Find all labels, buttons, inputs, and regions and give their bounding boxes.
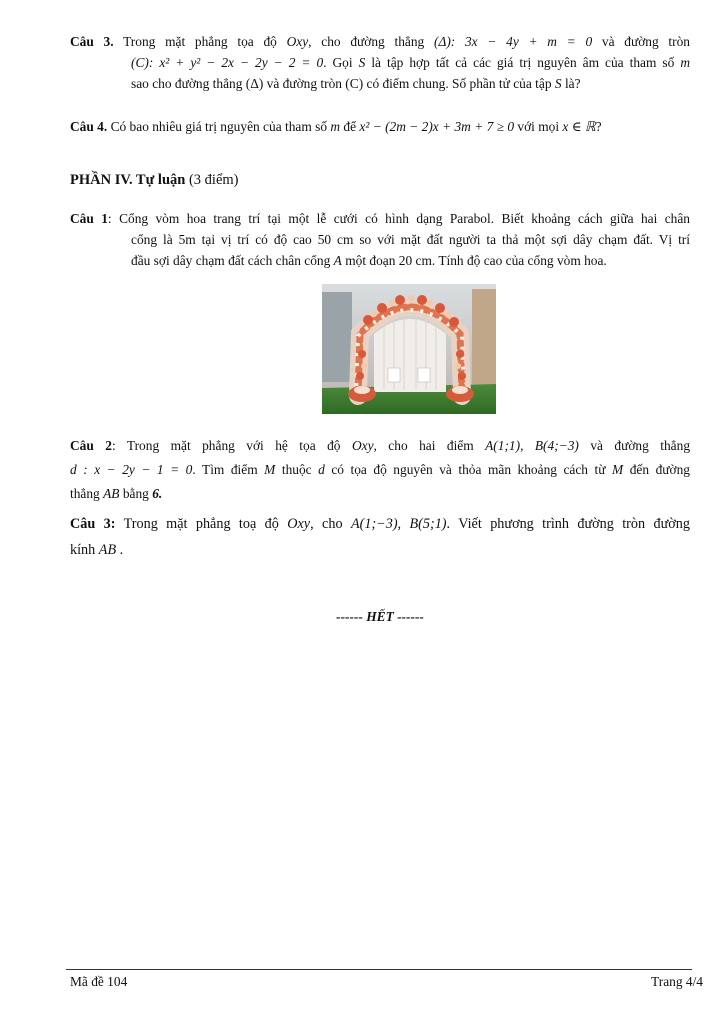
question-text: là? [564, 76, 581, 91]
math-point-a: A(1;1) [485, 438, 521, 453]
flower-arch-image [322, 284, 496, 414]
question-text: và đường tròn [601, 34, 690, 49]
question-label: Câu 1 [70, 211, 108, 226]
page-number: Trang 4/4 [651, 974, 703, 989]
flower-arch-photo [322, 284, 496, 414]
question-label: Câu 2 [70, 438, 112, 453]
question-text: bằng [122, 486, 149, 501]
math-points: A(1;−3), B(5;1) [350, 516, 447, 532]
question-text: , cho hai điểm [373, 438, 474, 453]
question-text: . Tìm điểm [192, 462, 258, 477]
question-text: , cho [310, 516, 343, 532]
math-line-d: d : x − 2y − 1 = 0 [70, 462, 193, 477]
math-inequality: x² − (2m − 2)x + 3m + 7 ≥ 0 [359, 119, 515, 134]
question-text: để [343, 119, 357, 134]
question-label: Câu 3: [70, 516, 116, 532]
math-oxy: Oxy [286, 34, 309, 49]
footer-divider [66, 969, 692, 970]
question-text: với mọi [517, 119, 560, 134]
question-text: Trong mặt phẳng tọa độ [123, 34, 277, 49]
question-text: sao cho đường thẳng (Δ) và đường tròn (C) có điểm chung. Số phần tử của tập [131, 76, 552, 91]
question-text: Trong mặt phẳng với hệ tọa độ [126, 438, 341, 453]
question-text: thẳng [70, 486, 100, 501]
math-condition: x ∈ ℝ [562, 119, 596, 134]
section-points: (3 điểm) [188, 172, 239, 188]
question-text: đầu sợi dây chạm đất cách chân cổng [131, 253, 331, 268]
question-text: . [119, 542, 124, 558]
math-set-s: S [358, 55, 366, 70]
question-text: Có bao nhiêu giá trị nguyên của tham số [110, 119, 328, 134]
section-title [70, 172, 239, 189]
question-text: ? [595, 119, 602, 134]
math-oxy: Oxy [287, 516, 311, 532]
question-text: là tập hợp tất cả các giá trị nguyên âm của tham số [371, 55, 675, 70]
math-point-a: A [333, 253, 342, 268]
math-point-b: B(4;−3) [534, 438, 579, 453]
math-point-m: M [612, 462, 624, 477]
question-label-colon: : [111, 438, 116, 453]
question-text: thuộc [281, 462, 312, 477]
section-title-text: PHẦN IV. Tự luận [70, 172, 186, 188]
question-text: , cho đường thẳng [308, 34, 425, 49]
math-m: m [330, 119, 341, 134]
math-m: m [680, 55, 690, 70]
math-set-s: S [554, 76, 562, 91]
end-mark: ------ HẾT ------ [336, 609, 424, 624]
question-text: kính [70, 542, 96, 558]
question-text: một đoạn 20 cm. Tính độ cao của cổng vòm hoa. [345, 253, 607, 268]
math-point-m: M [264, 462, 276, 477]
essay-question-3 [70, 511, 690, 563]
essay-question-1 [70, 208, 690, 271]
exam-code: Mã đề 104 [70, 974, 128, 989]
question-text: và đường thẳng [590, 438, 690, 453]
math-oxy: Oxy [351, 438, 374, 453]
math-d: d [318, 462, 325, 477]
question-text: . Viết phương trình đường tròn đường [446, 516, 690, 532]
question-text: . Gọi [323, 55, 353, 70]
math-value: 6. [152, 486, 163, 501]
question-label: Câu 4. [70, 119, 108, 134]
question-4-part3 [70, 116, 690, 137]
math-ab: AB [103, 486, 120, 501]
math-circle-equation: (C): x² + y² − 2x − 2y − 2 = 0 [131, 55, 324, 70]
question-3-part3 [70, 31, 690, 94]
essay-question-2: Câu 2: Trong mặt phẳng với hệ tọa độ Oxy, cho hai điểm A(1;1), B(4;−3) và đường thẳng d : x − 2y − 1 = 0. Tìm điểm M thuộc d có tọa độ nguyên và thỏa mãn khoảng cách từ M đến đường thẳng AB bằng 6. [70, 438, 690, 501]
question-text: cổng là 5m tại vị trí có độ cao 50 cm so với mặt đất người ta thả một sợi dây chạm đất. Vị trí [131, 232, 690, 247]
question-text: Trong mặt phẳng toạ độ [123, 516, 279, 532]
question-text: có tọa độ nguyên và thỏa mãn khoảng cách từ [331, 462, 606, 477]
math-line-equation: (Δ): 3x − 4y + m = 0 [434, 34, 593, 49]
question-label: Câu 3. [70, 34, 114, 49]
question-text: đến đường [629, 462, 690, 477]
question-text: Cổng vòm hoa trang trí tại một lễ cưới có hình dạng Parabol. Biết khoảng cách giữa hai chân [119, 211, 690, 226]
math-ab: AB [98, 542, 117, 558]
question-label-colon: : [107, 211, 112, 226]
